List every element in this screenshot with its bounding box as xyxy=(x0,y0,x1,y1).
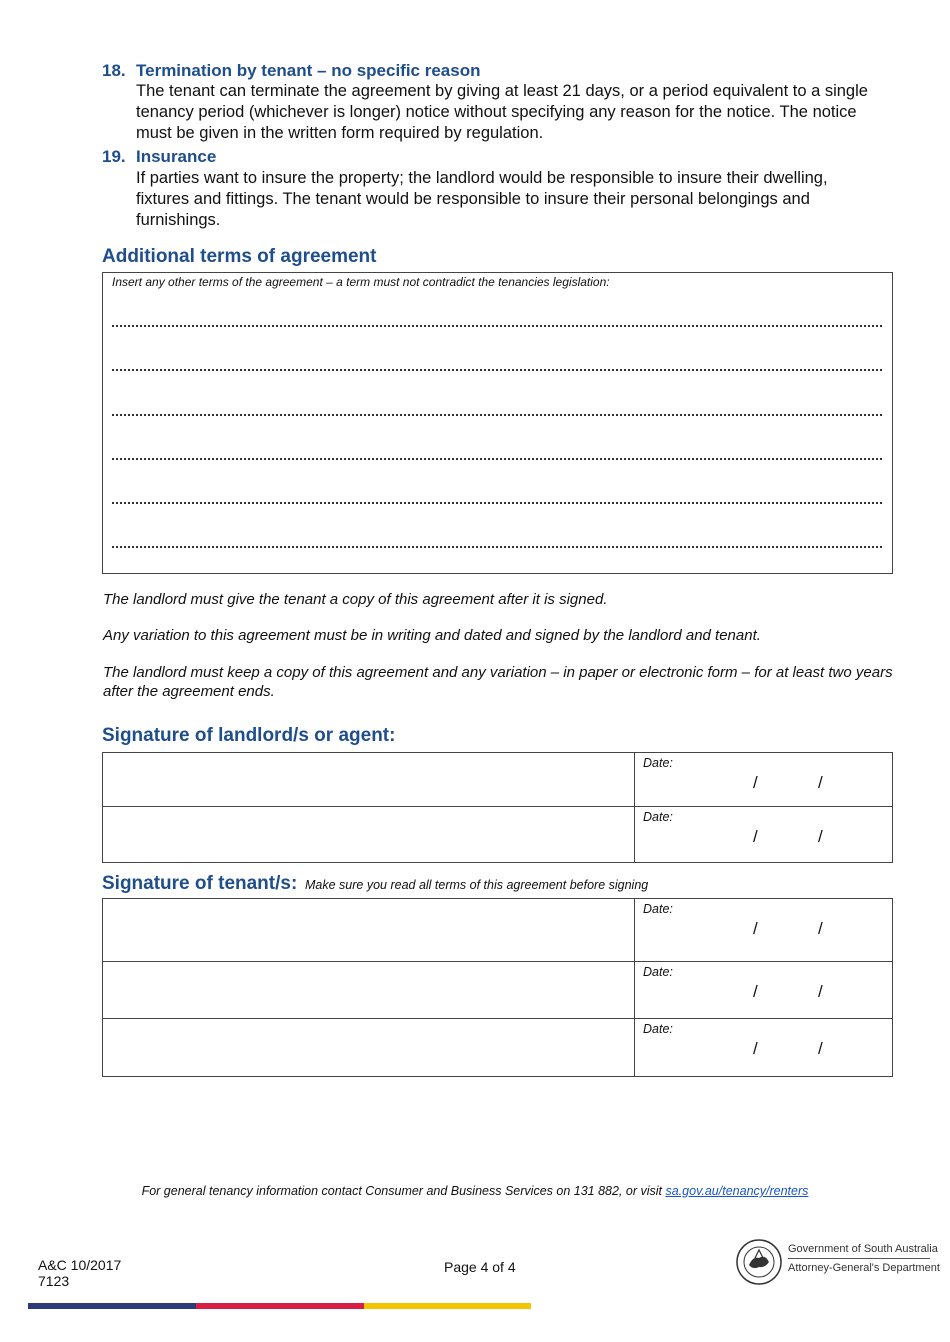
tenant-signature-row xyxy=(103,899,892,961)
landlord-signature-field[interactable] xyxy=(103,807,635,862)
note-variation: Any variation to this agreement must be in writing and dated and signed by the landlord and tenant. xyxy=(103,627,761,644)
footer-info xyxy=(0,1184,950,1198)
tenant-signature-row xyxy=(103,1018,892,1076)
page-number: Page 4 of 4 xyxy=(444,1259,516,1275)
date-separator: / xyxy=(753,982,758,1001)
form-code: A&C 10/2017 xyxy=(38,1257,122,1273)
section-19-title: Insurance xyxy=(136,147,217,166)
date-separator: / xyxy=(753,773,758,792)
date-separator: / xyxy=(818,773,823,792)
gov-divider xyxy=(788,1258,930,1259)
term-line-2[interactable] xyxy=(112,369,882,371)
term-line-3[interactable] xyxy=(112,414,882,416)
additional-terms-hint: Insert any other terms of the agreement – a term must not contradict the tenancies legislation: xyxy=(112,275,610,289)
color-bar-yellow xyxy=(364,1303,531,1309)
section-18-body: The tenant can terminate the agreement by giving at least 21 days, or a period equivalent to a single tenancy period (whichever is longer) notice without specifying any reason for the notice. The notice must be given in the written form required by regulation. xyxy=(136,82,868,142)
section-19-body: If parties want to insure the property; the landlord would be responsible to insure their dwelling, fixtures and fittings. The tenant would be responsible to insure their personal belongings and furnishings. xyxy=(136,169,828,229)
additional-terms-heading: Additional terms of agreement xyxy=(102,246,377,267)
date-label: Date: xyxy=(643,1022,673,1036)
landlord-signature-row xyxy=(103,753,892,806)
date-separator: / xyxy=(818,1039,823,1058)
tenant-signature-subtext: Make sure you read all terms of this agreement before signing xyxy=(305,878,649,892)
form-number: 7123 xyxy=(38,1273,70,1289)
landlord-signature-table xyxy=(102,752,893,863)
gov-name: Government of South Australia xyxy=(788,1243,938,1255)
term-line-1[interactable] xyxy=(112,325,882,327)
color-bar-navy xyxy=(28,1303,196,1309)
term-line-5[interactable] xyxy=(112,502,882,504)
date-separator: / xyxy=(818,982,823,1001)
date-separator: / xyxy=(818,919,823,938)
term-line-6[interactable] xyxy=(112,546,882,548)
gov-department: Attorney-General's Department xyxy=(788,1262,940,1274)
landlord-signature-row xyxy=(103,806,892,862)
section-18-title: Termination by tenant – no specific reason xyxy=(136,61,481,80)
section-19-number: 19. xyxy=(102,147,126,166)
date-separator: / xyxy=(753,919,758,938)
date-separator: / xyxy=(818,827,823,846)
note-copy: The landlord must give the tenant a copy of this agreement after it is signed. xyxy=(103,591,608,608)
tenant-signature-field[interactable] xyxy=(103,1019,635,1076)
tenant-signature-table xyxy=(102,898,893,1077)
note-keep-copy: The landlord must keep a copy of this agreement and any variation – in paper or electronic form – for at least two years after the agreement ends. xyxy=(103,664,893,700)
color-bar-red xyxy=(196,1303,364,1309)
tenant-signature-row xyxy=(103,961,892,1018)
sa-government-crest-icon xyxy=(735,1238,783,1286)
landlord-signature-field[interactable] xyxy=(103,753,635,806)
tenant-signature-field[interactable] xyxy=(103,899,635,961)
term-line-4[interactable] xyxy=(112,458,882,460)
additional-terms-box[interactable] xyxy=(102,272,893,574)
date-label: Date: xyxy=(643,810,673,824)
tenant-signature-field[interactable] xyxy=(103,962,635,1018)
landlord-signature-heading: Signature of landlord/s or agent: xyxy=(102,725,396,746)
date-label: Date: xyxy=(643,902,673,916)
date-label: Date: xyxy=(643,756,673,770)
date-label: Date: xyxy=(643,965,673,979)
tenant-signature-heading: Signature of tenant/s: xyxy=(102,873,298,894)
date-separator: / xyxy=(753,1039,758,1058)
tenancy-link[interactable]: sa.gov.au/tenancy/renters xyxy=(665,1184,809,1198)
section-18-number: 18. xyxy=(102,61,126,80)
date-separator: / xyxy=(753,827,758,846)
footer-info-text: For general tenancy information contact Consumer and Business Services on 131 882, or visit xyxy=(141,1184,662,1198)
